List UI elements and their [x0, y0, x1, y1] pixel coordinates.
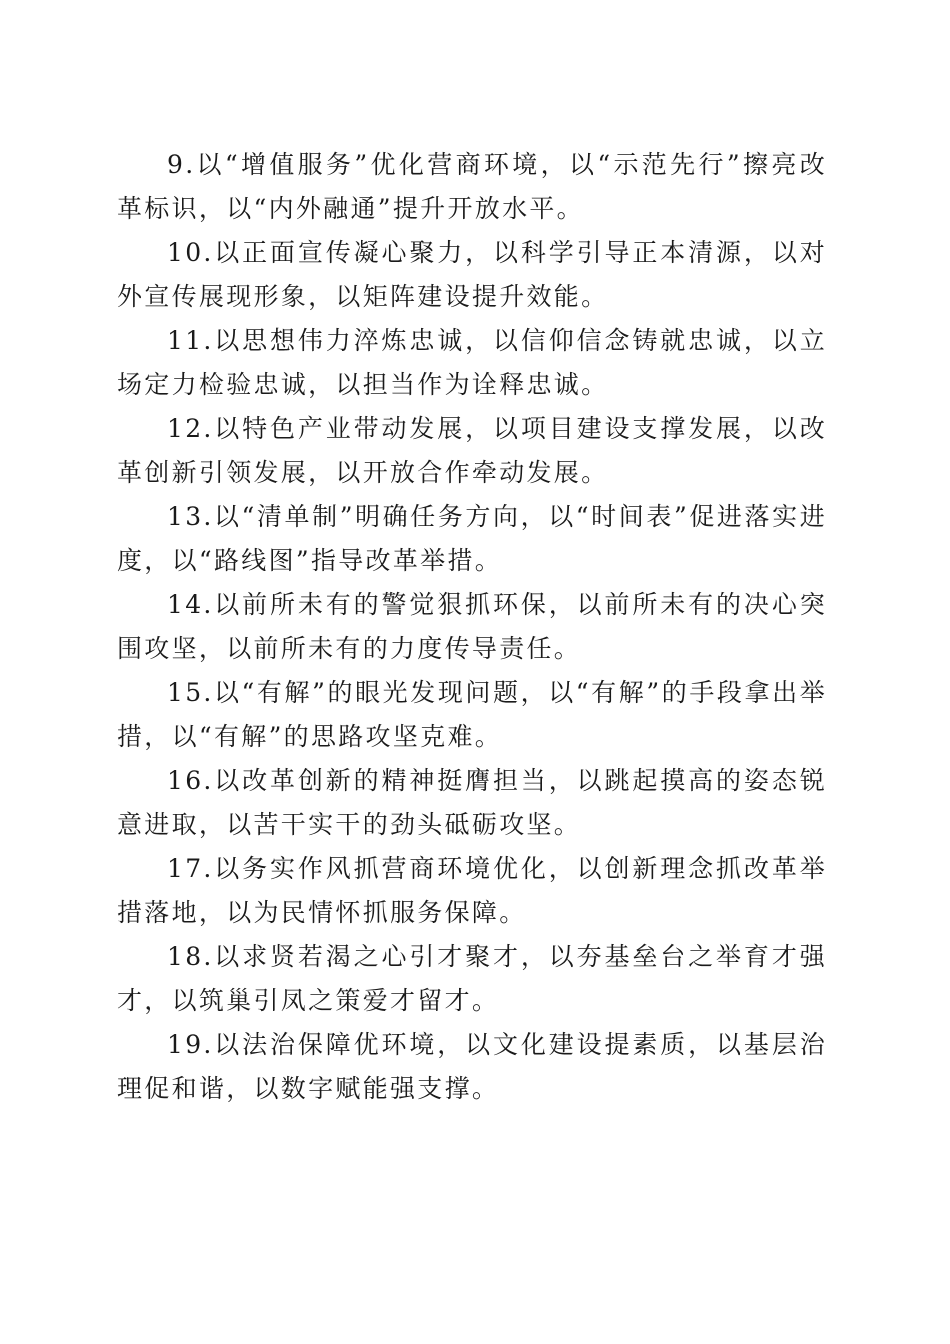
paragraph-12: 12.以特色产业带动发展，以项目建设支撑发展，以改革创新引领发展，以开放合作牵动发展。 [117, 414, 827, 487]
paragraph-16: 16.以改革创新的精神挺膺担当，以跳起摸高的姿态锐意进取，以苦干实干的劲头砥砺攻坚。 [117, 766, 827, 839]
paragraph-9: 9.以“增值服务”优化营商环境，以“示范先行”擦亮改革标识，以“内外融通”提升开放水平。 [117, 150, 827, 223]
paragraph-19: 19.以法治保障优环境，以文化建设提素质，以基层治理促和谐，以数字赋能强支撑。 [117, 1030, 827, 1103]
paragraph-11: 11.以思想伟力淬炼忠诚，以信仰信念铸就忠诚，以立场定力检验忠诚，以担当作为诠释忠诚。 [117, 326, 827, 399]
paragraph-18: 18.以求贤若渴之心引才聚才，以夯基垒台之举育才强才，以筑巢引凤之策爱才留才。 [117, 942, 827, 1015]
paragraph-14: 14.以前所未有的警觉狠抓环保，以前所未有的决心突围攻坚，以前所未有的力度传导责任。 [117, 590, 827, 663]
paragraph-15: 15.以“有解”的眼光发现问题，以“有解”的手段拿出举措，以“有解”的思路攻坚克难。 [117, 678, 827, 751]
paragraph-10: 10.以正面宣传凝心聚力，以科学引导正本清源，以对外宣传展现形象，以矩阵建设提升效能。 [117, 238, 827, 311]
paragraph-13: 13.以“清单制”明确任务方向，以“时间表”促进落实进度，以“路线图”指导改革举措。 [117, 502, 827, 575]
paragraph-17: 17.以务实作风抓营商环境优化，以创新理念抓改革举措落地，以为民情怀抓服务保障。 [117, 854, 827, 927]
document-body [117, 143, 827, 1111]
